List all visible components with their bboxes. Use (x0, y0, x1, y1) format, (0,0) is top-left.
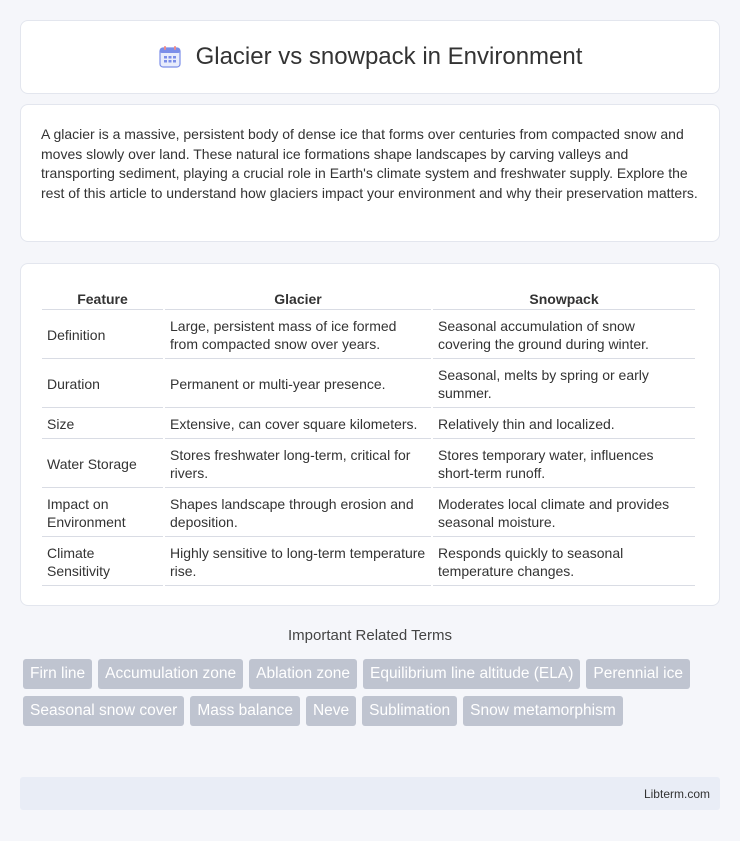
tag-neve[interactable]: Neve (306, 696, 356, 726)
tag-mass-balance[interactable]: Mass balance (190, 696, 300, 726)
page-title: Glacier vs snowpack in Environment (195, 43, 583, 70)
feature-cell: Definition (42, 312, 163, 359)
header-feature: Feature (42, 284, 163, 310)
tag-snow-metamorphism[interactable]: Snow metamorphism (463, 696, 623, 726)
tag-perennial-ice[interactable]: Perennial ice (586, 659, 690, 689)
glacier-cell: Stores freshwater long-term, critical for rivers. (165, 441, 431, 488)
comparison-table (40, 282, 697, 588)
tag-sublimation[interactable]: Sublimation (362, 696, 457, 726)
title-wrap (158, 43, 583, 71)
tag-accumulation-zone[interactable]: Accumulation zone (98, 659, 243, 689)
glacier-cell: Highly sensitive to long-term temperature rise. (165, 539, 431, 586)
glacier-cell: Extensive, can cover square kilometers. (165, 410, 431, 439)
tag-firn-line[interactable]: Firn line (23, 659, 92, 689)
table-row (42, 410, 695, 439)
snowpack-cell: Seasonal, melts by spring or early summer. (433, 361, 695, 408)
snowpack-cell: Responds quickly to seasonal temperature changes. (433, 539, 695, 586)
table-row (42, 361, 695, 408)
glacier-cell: Large, persistent mass of ice formed from compacted snow over years. (165, 312, 431, 359)
calendar-icon (158, 45, 182, 69)
glacier-cell: Shapes landscape through erosion and deposition. (165, 490, 431, 537)
table-header-row (42, 284, 695, 310)
table-row (42, 539, 695, 586)
tag-seasonal-snow-cover[interactable]: Seasonal snow cover (23, 696, 184, 726)
header-snowpack: Snowpack (433, 284, 695, 310)
comparison-table-card (20, 263, 720, 606)
intro-paragraph: A glacier is a massive, persistent body of dense ice that forms over centuries from compacted snow and moves slowly over land. These natural ice formations shape landscapes by carving valleys and transporting sediment, playing a crucial role in Earth's climate system and freshwater supply. Explore the rest of this article to understand how glaciers impact your environment and why their preservation matters. (41, 126, 698, 201)
tag-equilibrium-line-altitude[interactable]: Equilibrium line altitude (ELA) (363, 659, 580, 689)
table-row (42, 312, 695, 359)
snowpack-cell: Moderates local climate and provides seasonal moisture. (433, 490, 695, 537)
feature-cell: Duration (42, 361, 163, 408)
snowpack-cell: Relatively thin and localized. (433, 410, 695, 439)
table-row (42, 441, 695, 488)
header-card (20, 20, 720, 94)
table-row (42, 490, 695, 537)
header-glacier: Glacier (165, 284, 431, 310)
feature-cell: Climate Sensitivity (42, 539, 163, 586)
glacier-cell: Permanent or multi-year presence. (165, 361, 431, 408)
footer-site-link[interactable]: Libterm.com (643, 787, 710, 801)
snowpack-cell: Seasonal accumulation of snow covering the ground during winter. (433, 312, 695, 359)
feature-cell: Water Storage (42, 441, 163, 488)
related-terms-title: Important Related Terms (288, 627, 452, 644)
feature-cell: Impact on Environment (42, 490, 163, 537)
snowpack-cell: Stores temporary water, influences short-term runoff. (433, 441, 695, 488)
feature-cell: Size (42, 410, 163, 439)
tag-ablation-zone[interactable]: Ablation zone (249, 659, 357, 689)
footer (20, 777, 720, 810)
intro-card (20, 104, 720, 242)
related-terms-tags (23, 659, 723, 726)
